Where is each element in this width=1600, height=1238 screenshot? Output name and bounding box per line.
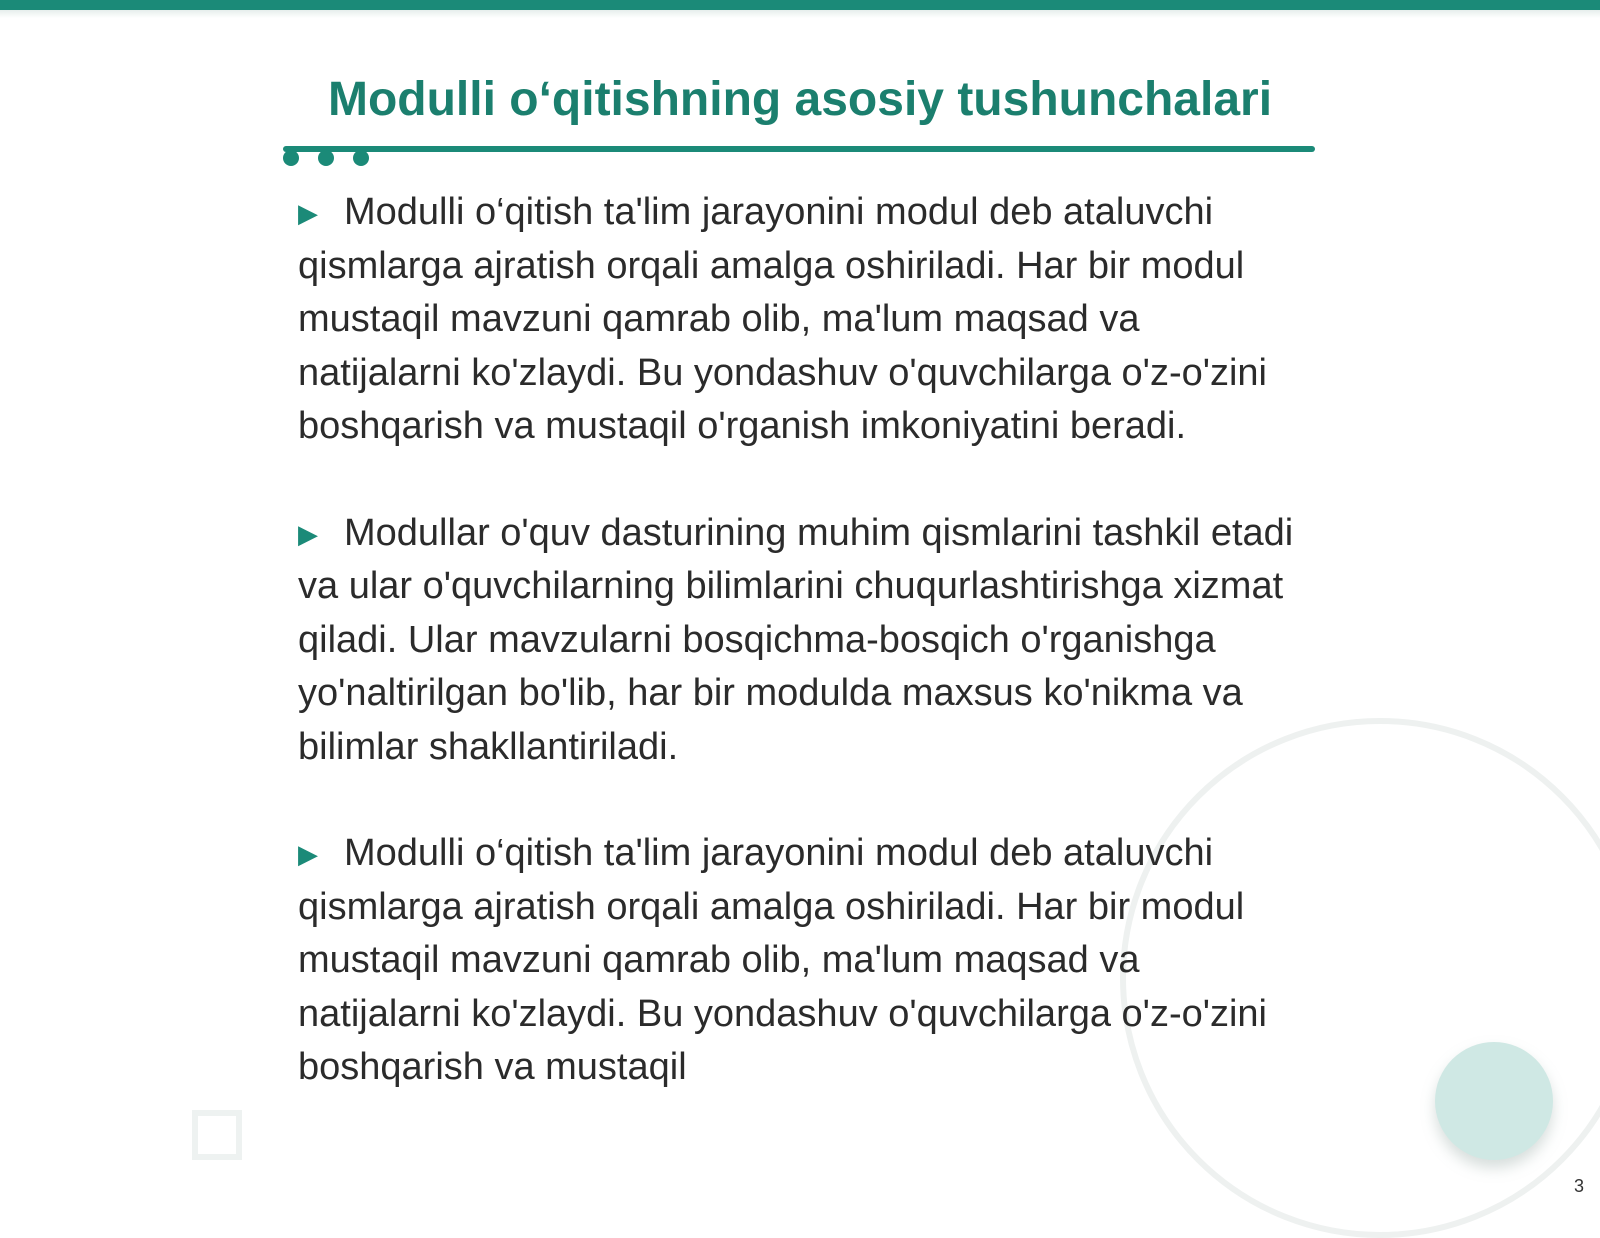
- paragraph-text: Modullar o'quv dasturining muhim qismlarini tashkil etadi va ular o'quvchilarning bilimlarini chuqurlashtirishga xizmat qiladi. Ular mavzularni bosqichma-bosqich o'rganishga yo'naltirilgan bo'lib, har bir modulda maxsus ko'nikma va bilimlar shakllantiriladi.: [298, 511, 1294, 768]
- slide-title: Modulli o‘qitishning asosiy tushunchalari: [327, 73, 1273, 126]
- slide-body: [298, 186, 1308, 1148]
- bullet-paragraph: [298, 186, 1308, 454]
- paragraph-text: Modulli o‘qitish ta'lim jarayonini modul deb ataluvchi qismlarga ajratish orqali amalga oshiriladi. Har bir modul mustaqil mavzuni qamrab olib, ma'lum maqsad va natijalarni ko'zlaydi. Bu yondashuv o'quvchilarga o'z-o'zini boshqarish va mustaqil: [298, 832, 1267, 1088]
- triangle-right-icon: ▶: [298, 518, 318, 549]
- paragraph-text: Modulli o‘qitish ta'lim jarayonini modul deb ataluvchi qismlarga ajratish orqali amalga oshiriladi. Har bir modul mustaqil mavzuni qamrab olib, ma'lum maqsad va natijalarni ko'zlaydi. Bu yondashuv o'quvchilarga o'z-o'zini boshqarish va mustaqil o'rganish imkoniyatini beradi.: [298, 191, 1267, 447]
- top-bar-shadow: [0, 10, 1600, 18]
- decorative-circle-filled: [1435, 1042, 1553, 1160]
- bullet-paragraph: [298, 827, 1308, 1095]
- top-accent-bar: [0, 0, 1600, 10]
- underline-dot: [318, 150, 334, 166]
- triangle-right-icon: ▶: [298, 839, 318, 869]
- decorative-square-outline: [192, 1110, 242, 1160]
- page-number: 3: [1573, 1176, 1584, 1196]
- triangle-right-icon: ▶: [298, 198, 318, 228]
- underline-dot: [353, 150, 369, 166]
- bullet-paragraph: [298, 507, 1308, 775]
- title-underline: [283, 146, 1315, 152]
- underline-dot: [283, 150, 299, 166]
